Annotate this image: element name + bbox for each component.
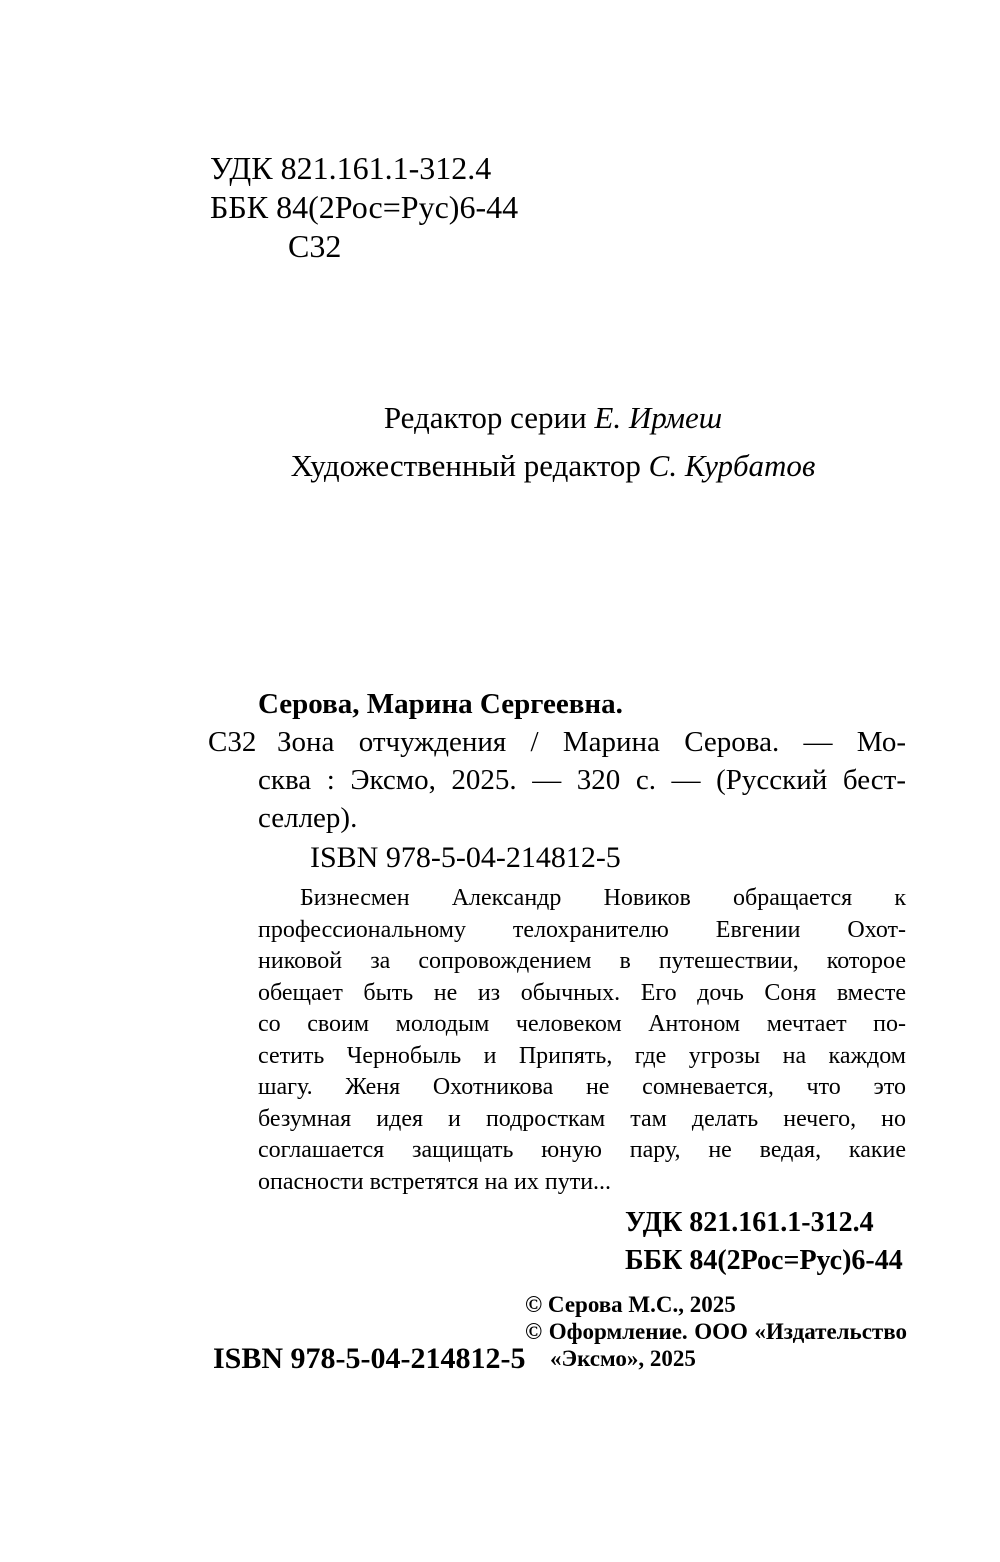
annotation-line: Бизнесмен Александр Новиков обращается к bbox=[300, 885, 906, 911]
bibliographic-record bbox=[210, 723, 906, 837]
art-editor-line bbox=[200, 442, 906, 490]
annotation bbox=[258, 883, 906, 1198]
annotation-line: соглашается защищать юную пару, не ведая, какие bbox=[258, 1137, 906, 1163]
annotation-line: никовой за сопровождением в путешествии, которое bbox=[258, 948, 906, 974]
copyright-design-line: © Оформление. ООО «Издательство bbox=[525, 1319, 907, 1344]
bbk-code-bottom: ББК 84(2Рос=Рус)6-44 bbox=[625, 1245, 903, 1276]
annotation-line: опасности встретятся на их пути... bbox=[258, 1168, 612, 1195]
annotation-line: безумная идея и подросткам там делать нечего, но bbox=[258, 1105, 906, 1132]
record-text bbox=[258, 723, 906, 837]
isbn-middle: ISBN 978-5-04-214812-5 bbox=[310, 841, 621, 874]
top-codes-block bbox=[210, 149, 518, 266]
annotation-line: обещает быть не из обычных. Его дочь Соня вместе bbox=[258, 979, 906, 1006]
udk-code-top: УДК 821.161.1-312.4 bbox=[210, 150, 492, 186]
author-sign-record: С32 bbox=[208, 726, 257, 758]
copyright-block bbox=[525, 1291, 907, 1372]
annotation-line: сетить Чернобыль и Припять, где угрозы на каждом bbox=[258, 1042, 906, 1069]
series-editor-name: Е. Ирмеш bbox=[594, 400, 723, 435]
bbk-code-top: ББК 84(2Рос=Рус)6-44 bbox=[210, 189, 519, 225]
editors-block bbox=[200, 394, 906, 490]
author-heading: Серова, Марина Сергеевна. bbox=[258, 688, 623, 720]
record-line: селлер). bbox=[258, 802, 358, 834]
art-editor-name: С. Курбатов bbox=[648, 448, 816, 483]
series-editor-label: Редактор серии bbox=[383, 400, 587, 435]
annotation-line: со своим молодым человеком Антоном мечтает по- bbox=[258, 1011, 906, 1037]
catalog-card bbox=[210, 685, 906, 1198]
copyright-design-line-2: «Эксмо», 2025 bbox=[550, 1346, 696, 1371]
series-editor-line bbox=[200, 394, 906, 442]
author-sign-top: С32 bbox=[288, 228, 342, 264]
bottom-codes-block bbox=[625, 1204, 903, 1280]
isbn-bottom: ISBN 978-5-04-214812-5 bbox=[213, 1342, 526, 1375]
annotation-line: профессиональному телохранителю Евгении Охот- bbox=[258, 916, 906, 943]
record-line: Зона отчуждения / Марина Серова. — Мо- bbox=[277, 726, 906, 758]
copyright-author-line: © Серова М.С., 2025 bbox=[525, 1292, 736, 1317]
record-line: сква : Эксмо, 2025. — 320 с. — (Русский бест- bbox=[258, 764, 906, 796]
art-editor-label: Художественный редактор bbox=[290, 448, 641, 483]
annotation-line: шагу. Женя Охотникова не сомневается, что это bbox=[258, 1074, 906, 1100]
udk-code-bottom: УДК 821.161.1-312.4 bbox=[625, 1207, 874, 1238]
